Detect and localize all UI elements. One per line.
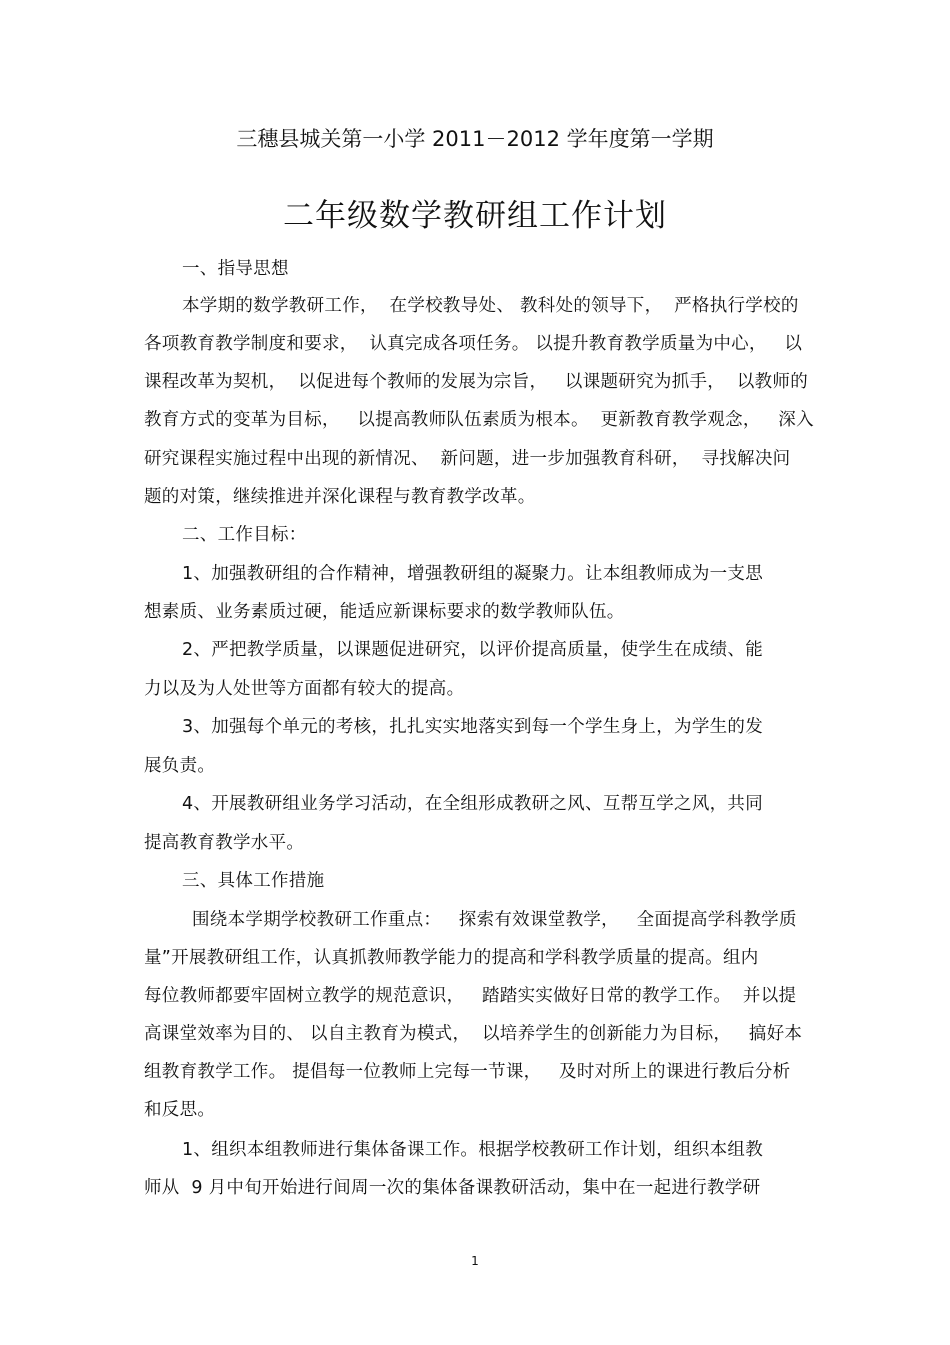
section-heading-guiding-thought: 一、指导思想 (182, 259, 289, 279)
paragraph-line: 课程改革为契机， 以促进每个教师的发展为宗旨， 以课题研究为抓手， 以教师的 (144, 372, 809, 392)
goal-line: 展负责。 (144, 756, 216, 776)
paragraph-line: 和反思。 (144, 1100, 216, 1120)
paragraph-line: 本学期的数学教研工作， 在学校教导处、 教科处的领导下， 严格执行学校的 (182, 296, 799, 316)
goal-line: 3、加强每个单元的考核，扎扎实实地落实到每一个学生身上，为学生的发 (182, 717, 764, 737)
paragraph-line: 各项教育教学制度和要求， 认真完成各项任务。 以提升教育教学质量为中心， 以 (144, 334, 803, 354)
paragraph-line: 题的对策，继续推进并深化课程与教育教学改革。 (144, 487, 536, 507)
school-term-header: 三穗县城关第一小学 2011－2012 学年度第一学期 (236, 127, 714, 151)
paragraph-line: 组教育教学工作。 提倡每一位教师上完每一节课， 及时对所上的课进行教后分析 (144, 1062, 791, 1082)
paragraph-line: 量”开展教研组工作，认真抓教师教学能力的提高和学科教学质量的提高。组内 (144, 948, 759, 968)
document-title: 二年级数学教研组工作计划 (283, 198, 667, 234)
measure-line: 1、组织本组教师进行集体备课工作。根据学校教研工作计划，组织本组教 (182, 1140, 764, 1160)
goal-line: 1、加强教研组的合作精神，增强教研组的凝聚力。让本组教师成为一支思 (182, 564, 764, 584)
paragraph-line: 研究课程实施过程中出现的新情况、 新问题，进一步加强教育科研， 寻找解决问 (144, 449, 791, 469)
goal-line: 2、严把教学质量，以课题促进研究，以评价提高质量，使学生在成绩、能 (182, 640, 764, 660)
section-heading-measures: 三、具体工作措施 (182, 871, 325, 891)
section-heading-goals: 二、工作目标： (182, 525, 307, 545)
goal-line: 4、开展教研组业务学习活动，在全组形成教研之风、互帮互学之风，共同 (182, 794, 764, 814)
goal-line: 提高教育教学水平。 (144, 833, 305, 853)
paragraph-line: 教育方式的变革为目标， 以提高教师队伍素质为根本。 更新教育教学观念， 深入 (144, 410, 814, 430)
page-number: 1 (471, 1254, 479, 1268)
paragraph-line: 围绕本学期学校教研工作重点： 探索有效课堂教学， 全面提高学科教学质 (192, 910, 797, 930)
measure-line: 师从 9 月中旬开始进行间周一次的集体备课教研活动，集中在一起进行教学研 (144, 1178, 761, 1198)
goal-line: 想素质、业务素质过硬，能适应新课标要求的数学教师队伍。 (144, 602, 625, 622)
paragraph-line: 每位教师都要牢固树立教学的规范意识， 踏踏实实做好日常的教学工作。 并以提 (144, 986, 797, 1006)
paragraph-line: 高课堂效率为目的、 以自主教育为模式， 以培养学生的创新能力为目标， 搞好本 (144, 1024, 803, 1044)
goal-line: 力以及为人处世等方面都有较大的提高。 (144, 679, 465, 699)
